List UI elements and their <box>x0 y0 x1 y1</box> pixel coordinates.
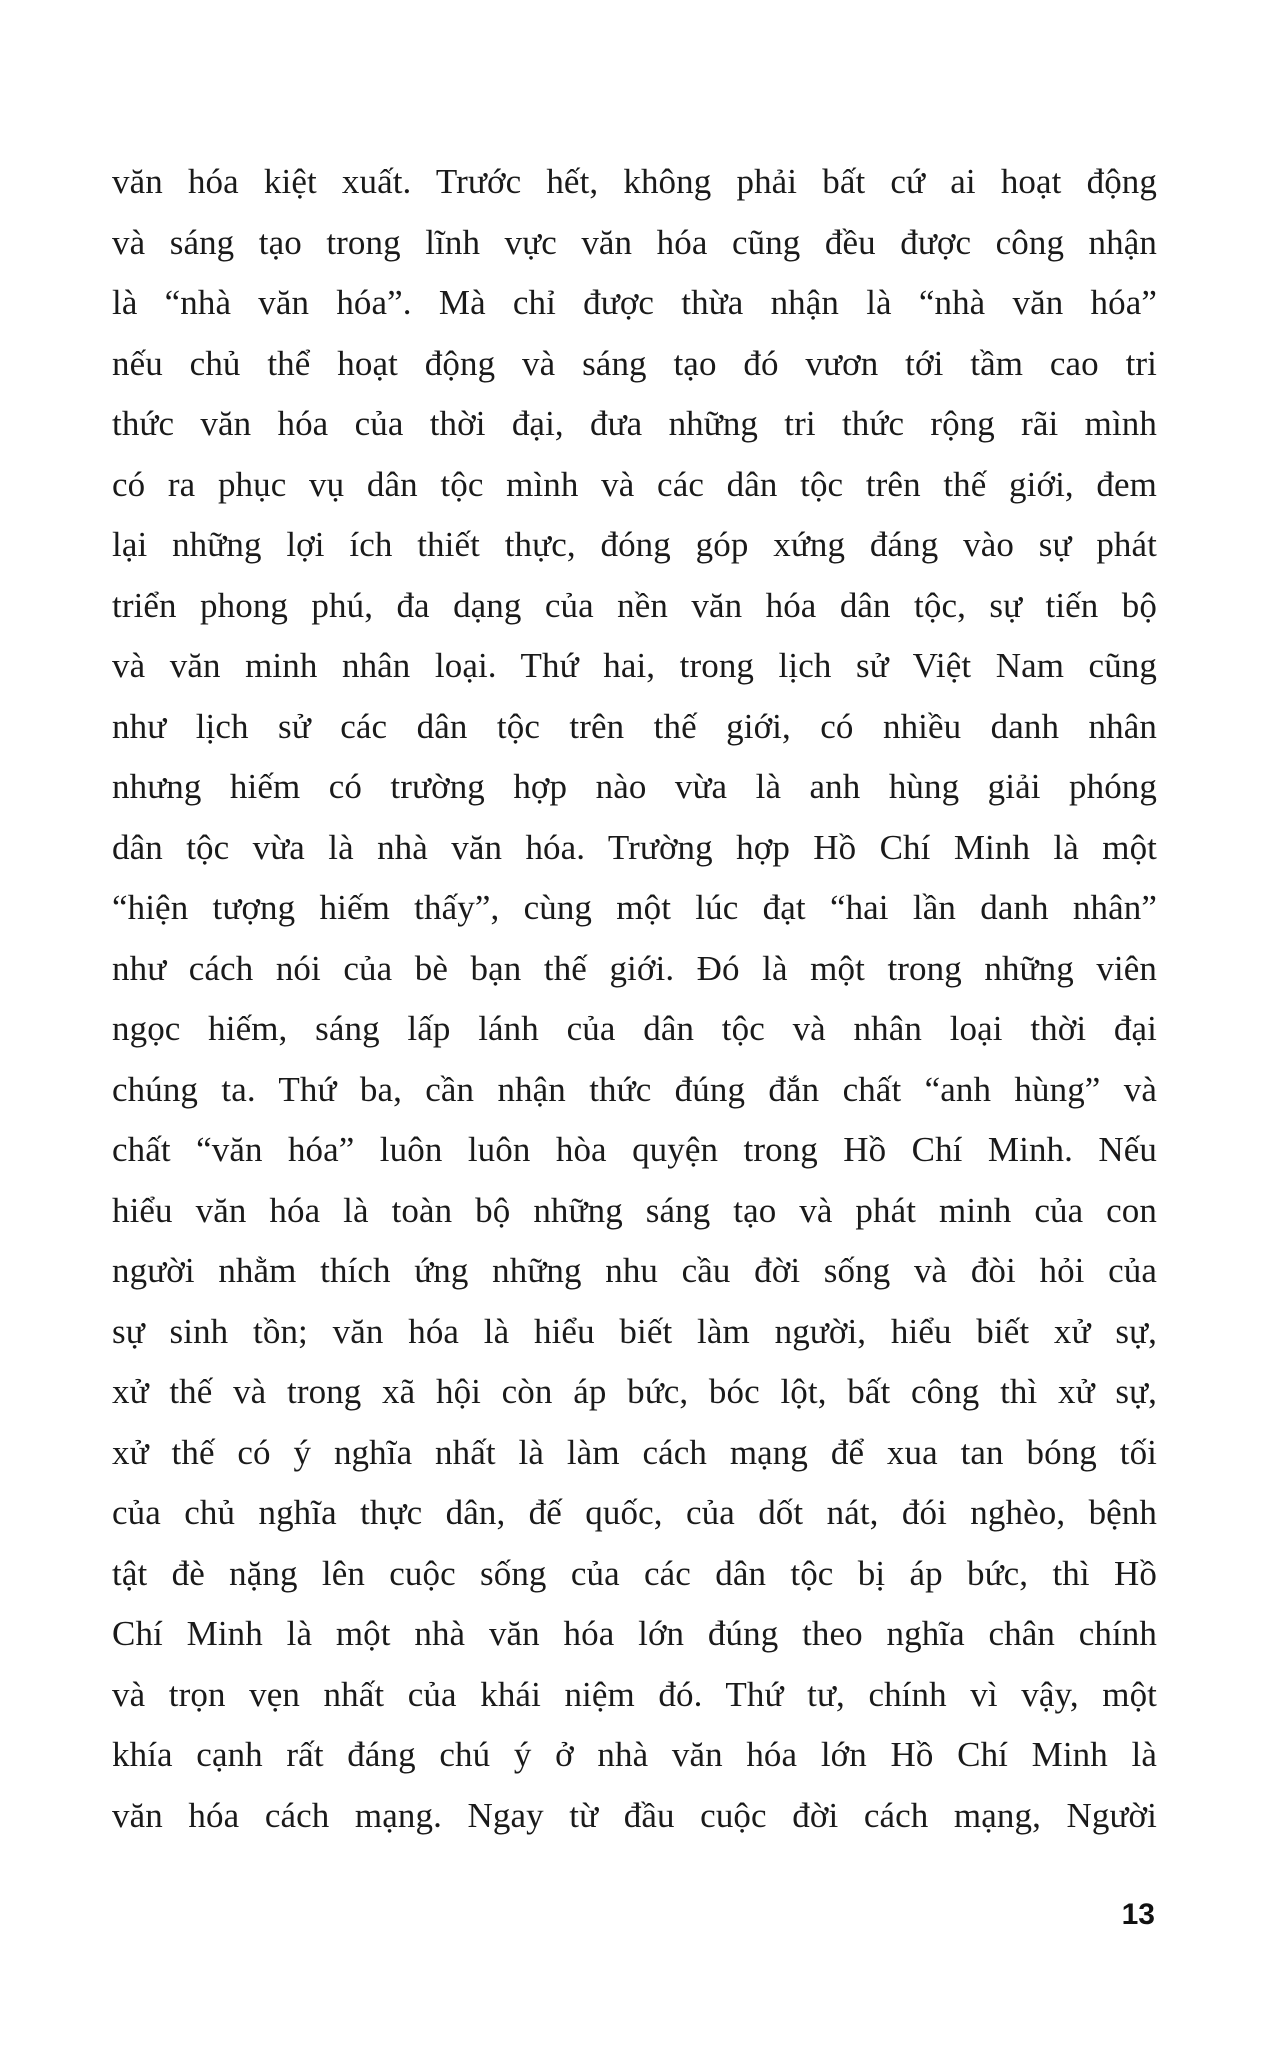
text-line: Chí Minh là một nhà văn hóa lớn đúng theo nghĩa chân chính <box>112 1614 1157 1653</box>
text-line: và văn minh nhân loại. Thứ hai, trong lịch sử Việt Nam cũng <box>112 646 1157 685</box>
text-line: triển phong phú, đa dạng của nền văn hóa dân tộc, sự tiến bộ <box>112 585 1157 625</box>
text-line: người nhằm thích ứng những nhu cầu đời sống và đòi hỏi của <box>112 1251 1157 1290</box>
text-line: chúng ta. Thứ ba, cần nhận thức đúng đắn chất “anh hùng” và <box>112 1069 1157 1109</box>
text-line: khía cạnh rất đáng chú ý ở nhà văn hóa lớn Hồ Chí Minh là <box>112 1735 1157 1774</box>
text-line: tật đè nặng lên cuộc sống của các dân tộc bị áp bức, thì Hồ <box>112 1553 1157 1593</box>
text-line: ngọc hiếm, sáng lấp lánh của dân tộc và nhân loại thời đại <box>112 1009 1157 1048</box>
text-line: nếu chủ thể hoạt động và sáng tạo đó vươn tới tầm cao tri <box>112 343 1157 383</box>
page-number: 13 <box>1121 1898 1155 1931</box>
text-line: sự sinh tồn; văn hóa là hiểu biết làm người, hiểu biết xử sự, <box>112 1311 1157 1351</box>
text-line: xử thế và trong xã hội còn áp bức, bóc lột, bất công thì xử sự, <box>112 1372 1157 1411</box>
text-line: nhưng hiếm có trường hợp nào vừa là anh hùng giải phóng <box>112 767 1157 806</box>
body-text <box>112 152 1157 1846</box>
text-line: và sáng tạo trong lĩnh vực văn hóa cũng đều được công nhận <box>112 222 1157 262</box>
text-line: như lịch sử các dân tộc trên thế giới, có nhiều danh nhân <box>112 706 1157 746</box>
text-line: là “nhà văn hóa”. Mà chỉ được thừa nhận là “nhà văn hóa” <box>112 283 1157 322</box>
text-line: lại những lợi ích thiết thực, đóng góp xứng đáng vào sự phát <box>112 525 1157 564</box>
text-line: như cách nói của bè bạn thế giới. Đó là một trong những viên <box>112 948 1157 988</box>
text-line: của chủ nghĩa thực dân, đế quốc, của dốt nát, đói nghèo, bệnh <box>112 1493 1157 1532</box>
text-line: chất “văn hóa” luôn luôn hòa quyện trong Hồ Chí Minh. Nếu <box>112 1130 1157 1169</box>
text-line: “hiện tượng hiếm thấy”, cùng một lúc đạt “hai lần danh nhân” <box>112 888 1157 927</box>
text-line: và trọn vẹn nhất của khái niệm đó. Thứ tư, chính vì vậy, một <box>112 1674 1157 1714</box>
text-line: có ra phục vụ dân tộc mình và các dân tộc trên thế giới, đem <box>112 464 1157 504</box>
text-line: thức văn hóa của thời đại, đưa những tri thức rộng rãi mình <box>112 404 1157 443</box>
text-line: xử thế có ý nghĩa nhất là làm cách mạng để xua tan bóng tối <box>112 1432 1157 1472</box>
text-line: văn hóa cách mạng. Ngay từ đầu cuộc đời cách mạng, Người <box>112 1795 1157 1835</box>
text-line: văn hóa kiệt xuất. Trước hết, không phải bất cứ ai hoạt động <box>112 162 1157 201</box>
text-line: hiểu văn hóa là toàn bộ những sáng tạo và phát minh của con <box>112 1190 1157 1230</box>
text-line: dân tộc vừa là nhà văn hóa. Trường hợp Hồ Chí Minh là một <box>112 827 1157 867</box>
